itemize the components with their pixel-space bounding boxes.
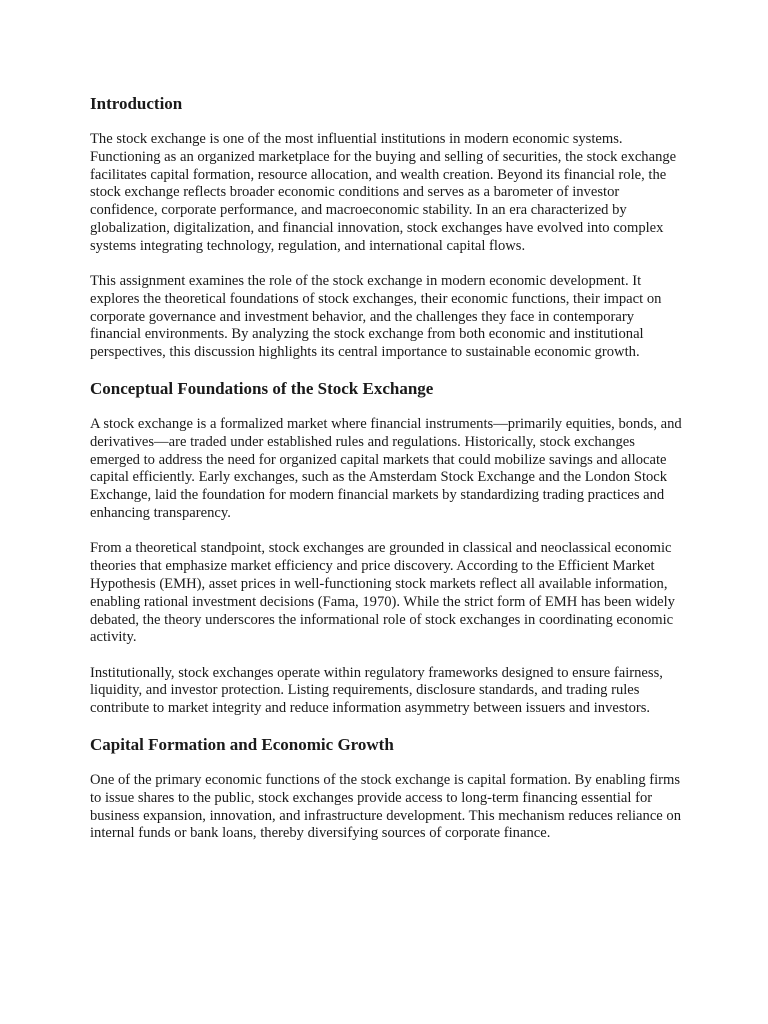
paragraph: One of the primary economic functions of the stock exchange is capital formation. By enabling firms to issue shares to the public, stock exchanges provide access to long-term financing essential for business expansion, innovation, and infrastructure development. This mechanism reduces reliance on internal funds or bank loans, thereby diversifying sources of corporate finance. xyxy=(90,772,682,842)
paragraph: A stock exchange is a formalized market where financial instruments—primarily equities, bonds, and derivatives—are traded under established rules and regulations. Historically, stock exchanges emerged to address the need for organized capital markets that could mobilize savings and allocate capital efficiently. Early exchanges, such as the Amsterdam Stock Exchange and the London Stock Exchange, laid the foundation for modern financial markets by standardizing trading practices and enhancing transparency. xyxy=(90,416,682,522)
section-heading-conceptual-foundations: Conceptual Foundations of the Stock Exchange xyxy=(90,379,434,399)
document-page xyxy=(90,94,682,843)
paragraph: Institutionally, stock exchanges operate within regulatory frameworks designed to ensure fairness, liquidity, and investor protection. Listing requirements, disclosure standards, and trading rules contribute to market integrity and reduce information asymmetry between issuers and investors. xyxy=(90,664,663,717)
paragraph: From a theoretical standpoint, stock exchanges are grounded in classical and neoclassical economic theories that emphasize market efficiency and price discovery. According to the Efficient Market Hypothesis (EMH), asset prices in well-functioning stock markets reflect all available information, enabling rational investment decisions (Fama, 1970). While the strict form of EMH has been widely debated, the theory underscores the informational role of stock exchanges in coordinating economic activity. xyxy=(90,540,675,646)
paragraph: This assignment examines the role of the stock exchange in modern economic development. It explores the theoretical foundations of stock exchanges, their economic functions, their impact on corporate governance and investment behavior, and the challenges they face in contemporary financial environments. By analyzing the stock exchange from both economic and institutional perspectives, this discussion highlights its central importance to sustainable economic growth. xyxy=(90,273,662,361)
section-heading-capital-formation: Capital Formation and Economic Growth xyxy=(90,735,394,755)
paragraph: The stock exchange is one of the most influential institutions in modern economic systems. Functioning as an organized marketplace for the buying and selling of securities, the stock exchange facilitates capital formation, resource allocation, and wealth creation. Beyond its financial role, the stock exchange reflects broader economic conditions and serves as a barometer of investor confidence, corporate performance, and macroeconomic stability. In an era characterized by globalization, digitalization, and financial innovation, stock exchanges have evolved into complex systems integrating technology, regulation, and international capital flows. xyxy=(90,131,677,254)
section-heading-introduction: Introduction xyxy=(90,94,183,113)
